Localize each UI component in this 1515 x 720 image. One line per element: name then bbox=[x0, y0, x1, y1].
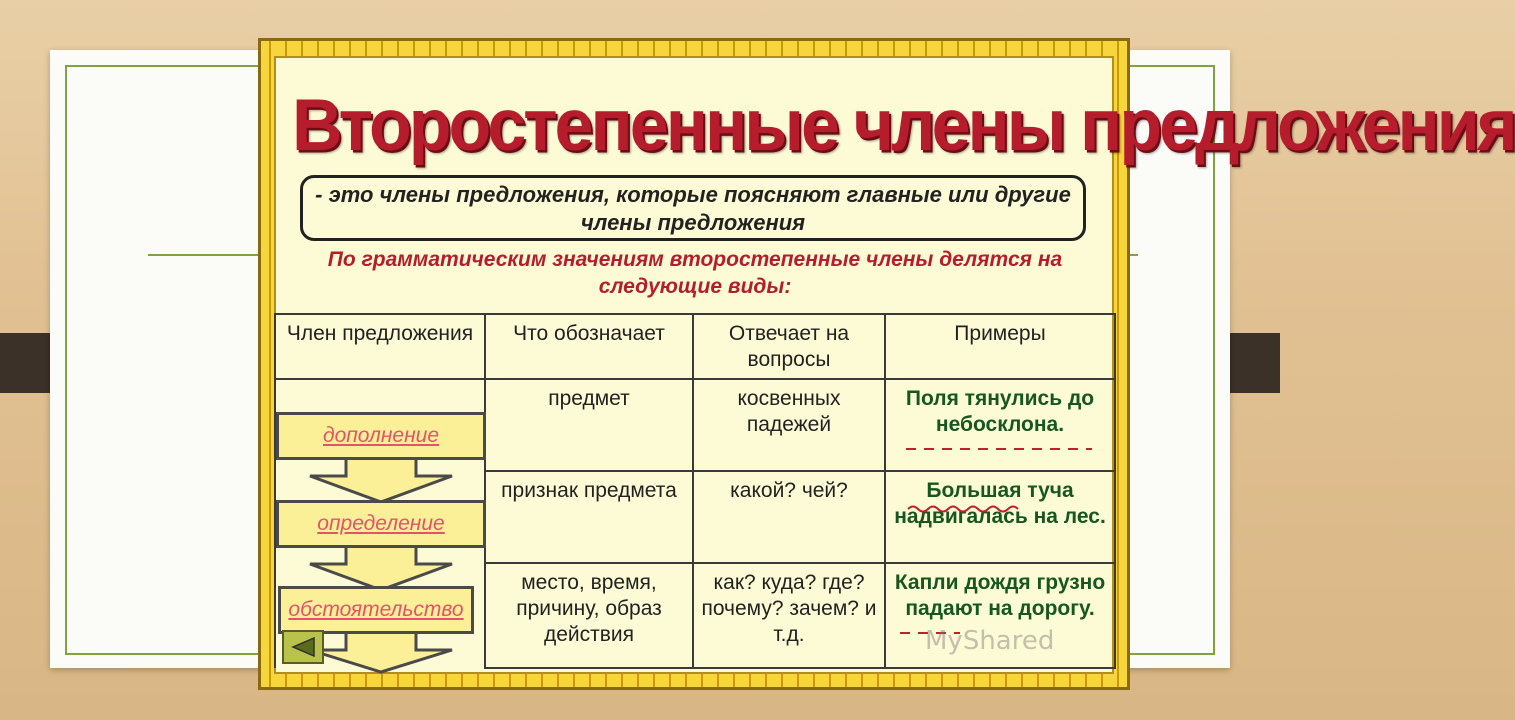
example-cell: Капли дождя грузно падают на дорогу. bbox=[885, 563, 1115, 668]
back-button[interactable] bbox=[282, 630, 324, 664]
wavy-underline bbox=[908, 504, 1018, 514]
member-opredelenie[interactable]: определение bbox=[276, 500, 486, 548]
meaning-cell: признак предмета bbox=[485, 471, 693, 563]
watermark: MyShared bbox=[925, 626, 1055, 656]
dashed-underline bbox=[906, 446, 1092, 452]
member-obstoyatelstvo[interactable]: обстоятельство bbox=[278, 586, 474, 634]
triangle-left-icon bbox=[290, 636, 316, 658]
questions-cell: какой? чей? bbox=[693, 471, 885, 563]
header-examples: Примеры bbox=[885, 314, 1115, 379]
table-header-row bbox=[275, 314, 1115, 379]
questions-cell: косвенных падежей bbox=[693, 379, 885, 471]
header-meaning: Что обозначает bbox=[485, 314, 693, 379]
header-questions: Отвечает на вопросы bbox=[693, 314, 885, 379]
definition-box: - это члены предложения, которые поясняют главные или другие члены предложения bbox=[300, 175, 1086, 241]
meaning-cell: место, время, причину, образ действия bbox=[485, 563, 693, 668]
member-dopolnenie[interactable]: дополнение bbox=[276, 412, 486, 460]
meaning-cell: предмет bbox=[485, 379, 693, 471]
slide-title: Второстепенные члены предложения bbox=[292, 84, 1515, 166]
questions-cell: как? куда? где? почему? зачем? и т.д. bbox=[693, 563, 885, 668]
arrow-down-icon bbox=[276, 458, 486, 504]
example-cell: Большая туча надвигалась на лес. bbox=[885, 471, 1115, 563]
header-member: Член предложения bbox=[275, 314, 485, 379]
intro-text: По грамматическим значениям второстепенные члены делятся на следующие виды: bbox=[327, 248, 1063, 298]
example-cell: Поля тянулись до небосклона. bbox=[885, 379, 1115, 471]
